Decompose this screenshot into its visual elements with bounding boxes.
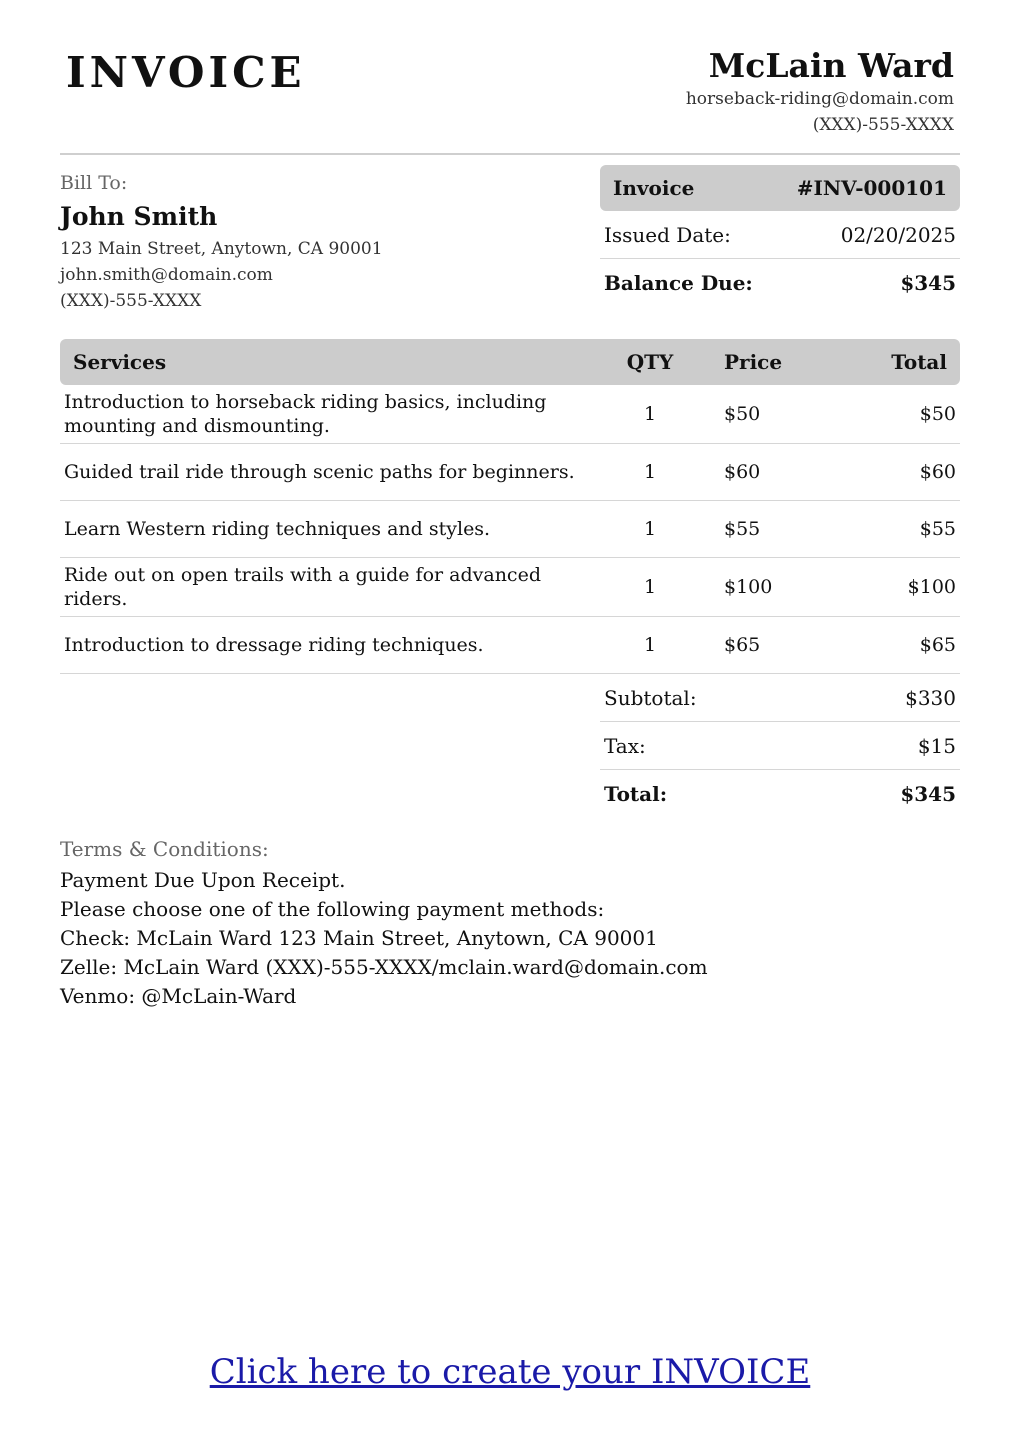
terms-line: Payment Due Upon Receipt. (60, 868, 346, 892)
table-row (60, 501, 960, 558)
balance-due-label: Balance Due: (604, 270, 753, 295)
tax-label: Tax: (604, 733, 646, 758)
total-label: Total: (604, 781, 668, 806)
seller-block (686, 46, 954, 138)
invoice-number: #INV-000101 (796, 176, 947, 200)
balance-due-row (600, 259, 960, 306)
service-total: $60 (820, 444, 960, 501)
terms-block (60, 836, 708, 1011)
client-phone: (XXX)-555-XXXX (60, 291, 202, 311)
terms-label: Terms & Conditions: (60, 837, 269, 861)
service-qty: 1 (590, 385, 710, 444)
table-row (60, 385, 960, 444)
column-header-services: Services (60, 339, 590, 385)
seller-phone: (XXX)-555-XXXX (812, 115, 954, 135)
header-divider (60, 153, 960, 155)
service-description: Ride out on open trails with a guide for advanced riders. (60, 558, 590, 617)
service-total: $55 (820, 501, 960, 558)
table-row (60, 617, 960, 674)
client-name: John Smith (60, 202, 218, 231)
service-total: $65 (820, 617, 960, 674)
service-price: $65 (710, 617, 820, 674)
service-total: $100 (820, 558, 960, 617)
issued-date-row (600, 211, 960, 259)
service-price: $100 (710, 558, 820, 617)
invoice-label: Invoice (613, 176, 695, 200)
subtotal-value: $330 (905, 685, 956, 710)
column-header-price: Price (710, 339, 820, 385)
seller-email: horseback-riding@domain.com (685, 89, 954, 109)
service-description: Guided trail ride through scenic paths for beginners. (60, 444, 590, 501)
create-invoice-link[interactable]: Click here to create your INVOICE (209, 1352, 811, 1392)
bill-to-label: Bill To: (60, 172, 128, 194)
service-total: $50 (820, 385, 960, 444)
document-title: INVOICE (66, 48, 306, 97)
terms-line: Check: McLain Ward 123 Main Street, Anytown, CA 90001 (60, 926, 658, 950)
total-row (600, 770, 960, 817)
total-value: $345 (900, 781, 956, 806)
service-price: $55 (710, 501, 820, 558)
service-description: Learn Western riding techniques and styles. (60, 501, 590, 558)
service-qty: 1 (590, 501, 710, 558)
terms-line: Please choose one of the following payment methods: (60, 897, 605, 921)
seller-name: McLain Ward (708, 46, 954, 85)
column-header-qty: QTY (590, 339, 710, 385)
service-description: Introduction to horseback riding basics, including mounting and dismounting. (60, 385, 590, 444)
service-price: $50 (710, 385, 820, 444)
service-qty: 1 (590, 617, 710, 674)
totals-block (600, 674, 960, 817)
invoice-number-header (600, 165, 960, 211)
client-email: john.smith@domain.com (60, 265, 273, 285)
service-price: $60 (710, 444, 820, 501)
service-description: Introduction to dressage riding techniques. (60, 617, 590, 674)
issued-date-label: Issued Date: (604, 222, 731, 247)
subtotal-row (600, 674, 960, 722)
tax-row (600, 722, 960, 770)
subtotal-label: Subtotal: (604, 685, 697, 710)
services-header-row (60, 339, 960, 385)
balance-due-value: $345 (900, 270, 956, 295)
service-qty: 1 (590, 444, 710, 501)
client-address: 123 Main Street, Anytown, CA 90001 (60, 239, 383, 259)
service-qty: 1 (590, 558, 710, 617)
tax-value: $15 (917, 733, 956, 758)
bill-to-block (60, 170, 383, 314)
table-row (60, 444, 960, 501)
services-table (60, 339, 960, 674)
table-row (60, 558, 960, 617)
issued-date-value: 02/20/2025 (840, 222, 956, 247)
invoice-meta (600, 165, 960, 306)
terms-line: Venmo: @McLain-Ward (60, 984, 297, 1008)
column-header-total: Total (820, 339, 960, 385)
terms-line: Zelle: McLain Ward (XXX)-555-XXXX/mclain.ward@domain.com (60, 955, 708, 979)
